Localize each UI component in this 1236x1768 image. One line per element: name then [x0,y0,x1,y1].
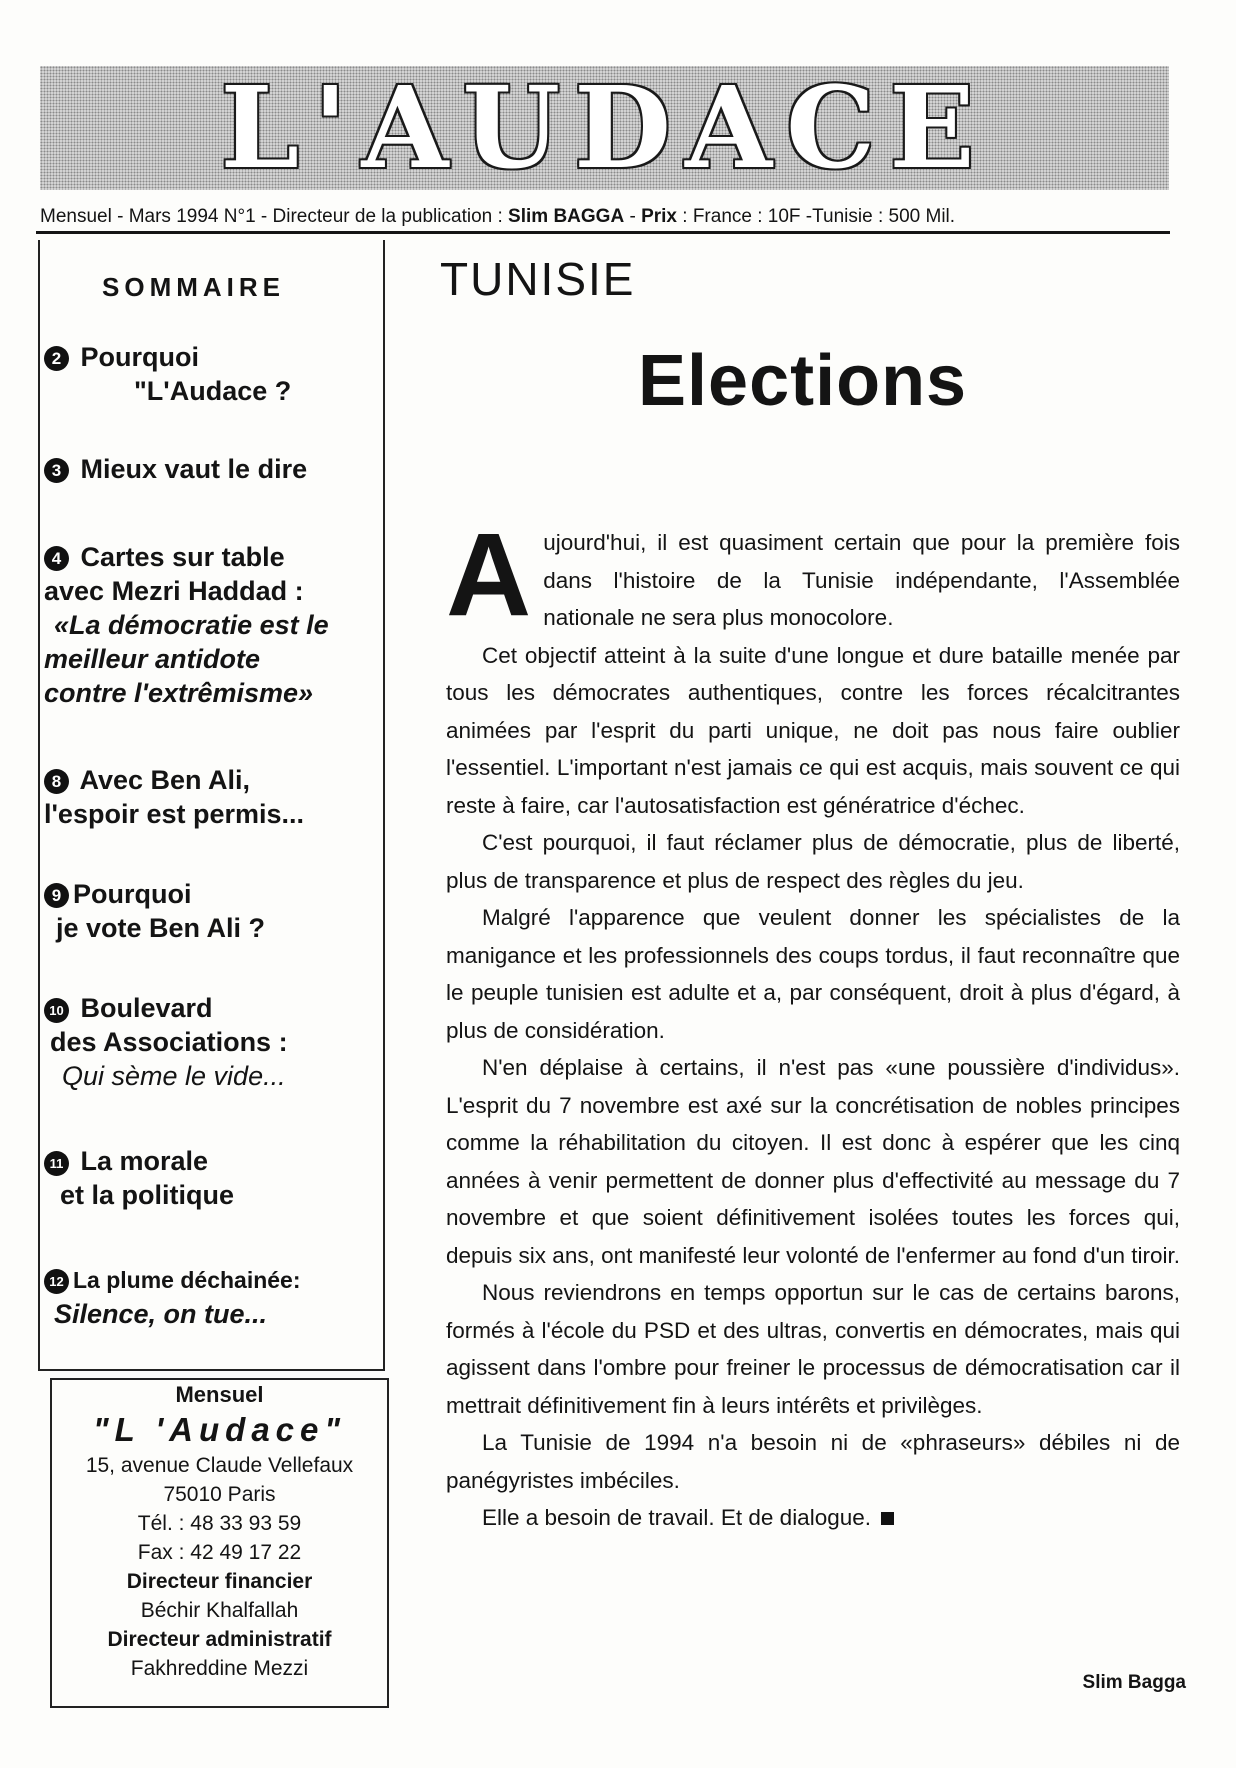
toc-subtitle: Silence, on tue... [54,1299,268,1329]
director-name: Slim BAGGA [508,206,625,227]
article-paragraph: Malgré l'apparence que veulent donner les spécialistes de la manigance et les professionnels des coups tordus, il faut reconnaître que le peuple tunisien est adulte et a, par conséquent, droit à plus d'égard, à plus de considération. [446,905,1180,1043]
contact-fax: Fax : 42 49 17 22 [137,1541,302,1564]
toc-quote: «La démocratie est le [54,610,329,640]
page-number-badge: 4 [44,546,69,571]
contact-mensuel: Mensuel [175,1382,264,1407]
contact-address-city: 75010 Paris [163,1483,276,1506]
price-text: : France : 10F -Tunisie : 500 Mil. [676,206,956,227]
toc-label: Avec Ben Ali, [79,765,251,795]
article-paragraph [446,509,1180,641]
toc-label: La morale [80,1146,209,1176]
issue-info-line [40,206,1169,228]
toc-quote: contre l'extrêmisme» [44,678,314,708]
toc-item-mieux-vaut[interactable] [44,452,307,486]
contact-name-admin: Fakhreddine Mezzi [130,1657,309,1680]
toc-item-plume-dechainee[interactable] [44,1262,301,1331]
newspaper-title: L'AUDACE [220,63,989,194]
section-label: TUNISIE [440,253,636,305]
article-paragraph: C'est pourquoi, il faut réclamer plus de démocratie, plus de liberté, plus de transparence et plus de respect des règles du jeu. [446,830,1180,893]
toc-item-cartes-sur-table[interactable] [44,540,329,710]
end-mark-icon [881,1512,894,1525]
article-paragraph: Nous reviendrons en temps opportun sur le cas de certains barons, formés à l'école du PSD et des ultras, convertis en démocrates, mais qui agissent dans l'ombre pour freiner le processus de démocratisation car il mettrait définitivement fin à leurs intérêts et privilèges. [446,1280,1180,1418]
toc-label: avec Mezri Haddad : [44,576,304,606]
toc-quote: meilleur antidote [44,644,261,674]
contact-tel: Tél. : 48 33 93 59 [137,1512,302,1535]
article-paragraph: Cet objectif atteint à la suite d'une longue et dure bataille menée par tous les démocrates authentiques, contre les forces récalcitrantes animées par l'esprit du parti unique, ne doit pas nous faire oublier l'essentiel. L'important n'est jamais ce qui est acquis, mais souvent ce qui reste à faire, car l'autosatisfaction est génératrice d'échec. [446,642,1180,818]
toc-label: et la politique [60,1180,235,1210]
page-number-badge: 9 [44,883,69,908]
toc-label: Cartes sur table [80,542,285,572]
separator: - [624,206,642,227]
toc-label: La plume déchainée: [73,1267,301,1293]
toc-label: Boulevard [80,993,213,1023]
toc-item-la-morale[interactable] [44,1144,234,1212]
contact-paper-name: "L 'Audace" [92,1411,347,1448]
page-number-badge: 2 [44,346,69,371]
price-label: Prix [641,206,677,227]
toc-item-je-vote[interactable] [44,877,265,945]
toc-label: "L'Audace ? [134,376,292,406]
header-rule [36,231,1170,234]
article-paragraph: La Tunisie de 1994 n'a besoin ni de «phraseurs» débiles ni de panégyristes imbéciles. [446,1430,1180,1493]
article-headline: Elections [638,341,968,421]
toc-label: Pourquoi [80,342,199,372]
toc-item-pourquoi-audace[interactable] [44,340,291,408]
toc-label: Mieux vaut le dire [80,454,308,484]
page-number-badge: 12 [44,1269,69,1294]
contact-role-financial: Directeur financier [126,1570,313,1593]
contact-role-admin: Directeur administratif [107,1628,332,1651]
article-body [446,509,1181,1537]
toc-label: je vote Ben Ali ? [56,913,266,943]
paragraph-text: Elle a besoin de travail. Et de dialogue. [482,1505,872,1530]
contact-name-financial: Béchir Khalfallah [140,1599,299,1622]
toc-label: l'espoir est permis... [44,799,305,829]
issue-info-text: Mensuel - Mars 1994 N°1 - Directeur de la publication : [40,206,509,227]
page-number-badge: 10 [44,998,69,1023]
article-paragraph [446,1499,1180,1537]
toc-label: Pourquoi [73,879,192,909]
drop-cap: A [446,509,532,641]
contact-address-line: 15, avenue Claude Vellefaux [85,1454,354,1477]
toc-item-avec-ben-ali[interactable] [44,763,304,831]
masthead-banner [40,63,1169,194]
paragraph-text: ujourd'hui, il est quasiment certain que pour la première fois dans l'histoire de la Tunisie indépendante, l'Assemblée nationale ne sera plus monocolore. [543,530,1180,630]
article-signature: Slim Bagga [1082,1672,1186,1693]
toc-item-boulevard[interactable] [44,991,288,1093]
toc-subtitle: Qui sème le vide... [62,1061,286,1091]
page-number-badge: 3 [44,458,69,483]
page-number-badge: 8 [44,769,69,794]
toc-label: des Associations : [50,1027,288,1057]
contact-box [50,1378,389,1708]
page-number-badge: 11 [44,1151,69,1176]
sommaire-title: SOMMAIRE [102,272,285,302]
article-paragraph: N'en déplaise à certains, il n'est pas «une poussière d'individus». L'esprit du 7 novembre est axé sur la concrétisation de nobles principes comme la réhabilitation du citoyen. Il est donc à espérer que les cinq années à venir permettent de donner plus d'effectivité au message du 7 novembre et que soient définitivement isolées toutes les forces qui, depuis six ans, ont manifesté leur volonté de l'enfermer au fond d'un tiroir. [446,1055,1181,1268]
